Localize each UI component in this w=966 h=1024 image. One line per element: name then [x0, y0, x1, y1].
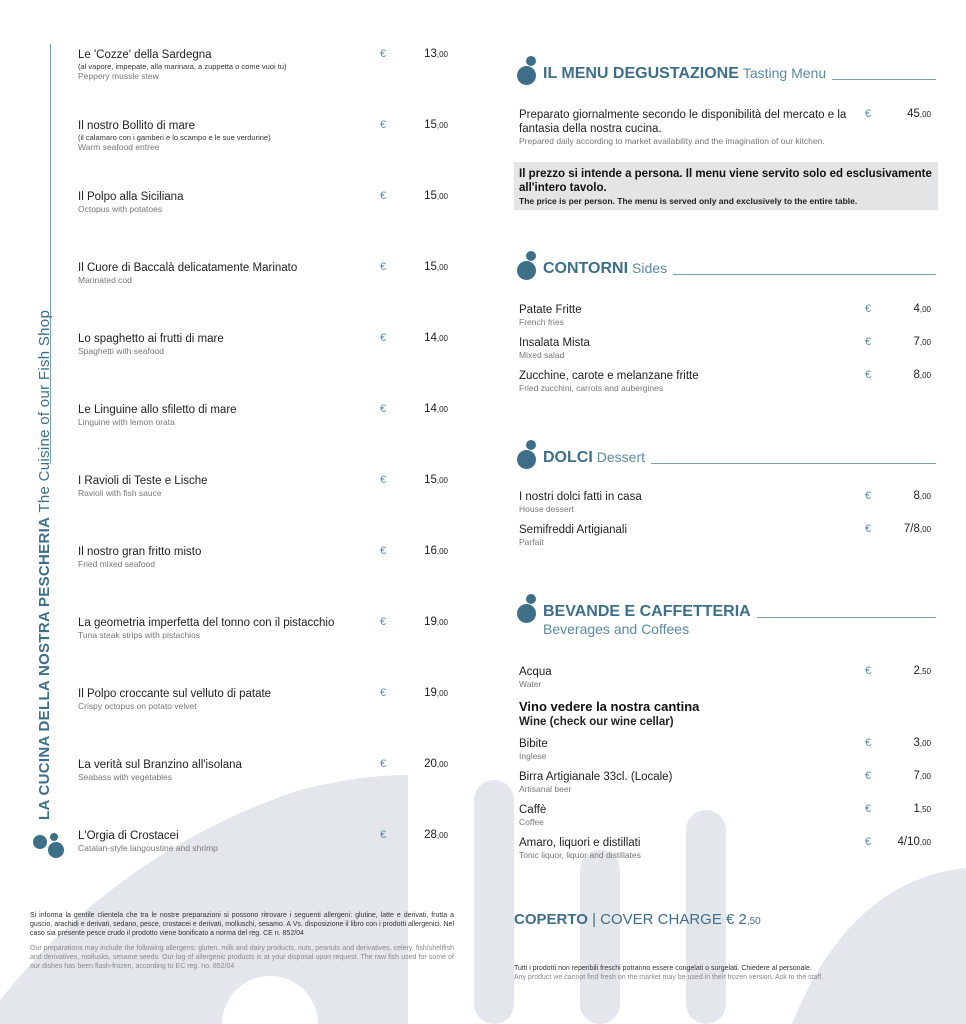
note-italian: Il prezzo si intende a persona. Il menu viene servito solo ed esclusivamente all'intero tavolo. — [519, 168, 932, 194]
frozen-products-note — [514, 964, 914, 982]
item-name: L'Orgia di Crostacei — [78, 830, 179, 842]
side-title — [36, 310, 53, 820]
item-price: 45,00 — [907, 108, 931, 120]
item-name: Acqua — [519, 666, 552, 678]
currency-symbol: € — [380, 545, 387, 557]
menu-item — [519, 770, 934, 795]
item-name: La geometria imperfetta del tonno con il pistacchio — [78, 617, 335, 629]
cover-charge: COPERTO | COVER CHARGE € 2,50 — [514, 911, 761, 928]
currency-symbol: € — [380, 190, 387, 202]
frozen-note-italian: Tutti i prodotti non reperibili freschi potranno essere congelati o surgelati. Chiedere al personale. — [514, 965, 812, 972]
bubble-dots-icon — [516, 56, 540, 84]
item-english: Mixed salad — [519, 350, 565, 360]
item-name: Amaro, liquori e distillati — [519, 837, 641, 849]
item-price: 20,00 — [424, 758, 448, 770]
menu-item — [78, 687, 458, 712]
item-english: Parfait — [519, 537, 544, 547]
menu-item — [519, 336, 934, 361]
item-name: Insalata Mista — [519, 337, 590, 349]
item-name: Zucchine, carote e melanzane fritte — [519, 370, 699, 382]
item-english: Seabass with vegetables — [78, 772, 173, 782]
item-english: House dessert — [519, 504, 574, 514]
item-price: 14,00 — [424, 332, 448, 344]
allergen-note-english: Our preparations may include the following allergens: gluten, milk and dairy products, nuts, peanuts and derivatives, celery, fish/shellfish and derivatives, mollusks, sesame seeds. Our log of allergenic products is at your disposal upon request. The raw fish used for some of our dishes has been flash-frozen, according to EC reg. no. 852/04 — [30, 945, 454, 970]
menu-item — [519, 523, 934, 548]
section-subtitle: Beverages and Coffees — [543, 621, 690, 637]
item-english: Peppery mussle stew — [78, 71, 159, 81]
wine-italian: Vino vedere la nostra cantina — [519, 699, 700, 714]
item-price: 15,00 — [424, 119, 448, 131]
item-english: Prepared daily according to market availability and the imagination of our kitchen. — [519, 136, 825, 146]
menu-item — [78, 829, 458, 854]
menu-item — [78, 403, 458, 428]
item-price: 8,00 — [913, 490, 931, 502]
section-title: IL MENU DEGUSTAZIONE Tasting Menu — [543, 65, 827, 82]
item-english: Octopus with potatoes — [78, 204, 163, 214]
item-english: Tonic liquor, liquor and distillates — [519, 850, 641, 860]
item-price: 14,00 — [424, 403, 448, 415]
currency-symbol: € — [380, 332, 387, 344]
item-name: Le 'Cozze' della Sardegna — [78, 49, 212, 61]
currency-symbol: € — [380, 119, 387, 131]
item-english: Fried zucchini, carrots and aubergines — [519, 383, 664, 393]
item-price: 8,00 — [913, 369, 931, 381]
item-name: Il Polpo croccante sul velluto di patate — [78, 688, 272, 700]
item-price: 19,00 — [424, 687, 448, 699]
item-note: (al vapore, impepate, alla marinara, a zuppetta o come vuoi tu) — [78, 62, 287, 71]
item-name: Patate Fritte — [519, 304, 582, 316]
currency-symbol: € — [380, 403, 387, 415]
menu-item — [519, 369, 934, 394]
menu-item — [78, 190, 458, 215]
item-english: Spaghetti with seafood — [78, 346, 165, 356]
currency-symbol: € — [865, 108, 872, 120]
section-title: BEVANDE E CAFFETTERIA — [543, 603, 751, 620]
item-english: Coffee — [519, 817, 544, 827]
item-price: 4,00 — [913, 303, 931, 315]
side-title-bold: LA CUCINA DELLA NOSTRA PESCHERIA — [36, 516, 53, 820]
menu-item — [78, 48, 458, 82]
currency-symbol: € — [380, 687, 387, 699]
item-name: Caffè — [519, 804, 547, 816]
item-name: Birra Artigianale 33cl. (Locale) — [519, 771, 673, 783]
item-english: Marinated cod — [78, 275, 132, 285]
side-title-thin: The Cuisine of our Fish Shop — [36, 309, 53, 513]
currency-symbol: € — [380, 48, 387, 60]
section-rule — [673, 274, 936, 275]
item-name: Le Linguine allo sfiletto di mare — [78, 404, 237, 416]
item-english: Linguine with lemon orata — [78, 417, 175, 427]
menu-item — [519, 737, 934, 762]
item-english: Tuna steak strips with pistachios — [78, 630, 201, 640]
currency-symbol: € — [865, 803, 872, 815]
item-name: Preparato giornalmente secondo le disponibilità del mercato e la fantasia della nostra cucina. — [519, 109, 847, 135]
menu-item — [519, 108, 934, 147]
item-english: Crispy octopus on potato velvet — [78, 701, 197, 711]
currency-symbol: € — [865, 369, 872, 381]
tasting-menu-note — [514, 162, 938, 210]
item-name: La verità sul Branzino all'isolana — [78, 759, 242, 771]
item-name: I Ravioli di Teste e Lische — [78, 475, 208, 487]
item-name: I nostri dolci fatti in casa — [519, 491, 642, 503]
item-english: Catalan-style langoustine and shrimp — [78, 843, 218, 853]
item-price: 7/8,00 — [903, 523, 931, 535]
item-name: Bibite — [519, 738, 548, 750]
section-header-contorni — [516, 251, 936, 279]
item-price: 13,00 — [424, 48, 448, 60]
note-english: The price is per person. The menu is served only and exclusively to the entire table. — [519, 196, 858, 206]
section-rule — [651, 463, 936, 464]
menu-item — [78, 616, 458, 641]
menu-item — [519, 490, 934, 515]
menu-item — [78, 545, 458, 570]
section-rule — [832, 79, 936, 80]
menu-item — [78, 261, 458, 286]
item-price: 2,50 — [913, 665, 931, 677]
item-price: 15,00 — [424, 261, 448, 273]
item-price: 15,00 — [424, 190, 448, 202]
item-english: French fries — [519, 317, 564, 327]
item-price: 4/10,00 — [897, 836, 931, 848]
item-price: 1,50 — [913, 803, 931, 815]
bubble-dots-icon — [516, 440, 540, 468]
currency-symbol: € — [865, 737, 872, 749]
item-name: Lo spaghetto ai frutti di mare — [78, 333, 224, 345]
currency-symbol: € — [865, 770, 872, 782]
item-name: Il nostro gran fritto misto — [78, 546, 202, 558]
wine-english: Wine (check our wine cellar) — [519, 716, 674, 728]
item-price: 3,00 — [913, 737, 931, 749]
item-english: Artisanal beer — [519, 784, 572, 794]
currency-symbol: € — [380, 829, 387, 841]
item-english: Ravioli with fish sauce — [78, 488, 162, 498]
section-header-dolci — [516, 440, 936, 468]
currency-symbol: € — [380, 616, 387, 628]
currency-symbol: € — [865, 336, 872, 348]
wine-note — [519, 699, 699, 729]
item-price: 7,00 — [913, 770, 931, 782]
section-rule — [757, 617, 936, 618]
item-price: 7,00 — [913, 336, 931, 348]
frozen-note-english: Any product we cannot find fresh on the market may be used in their frozen version. Ask to the staff. — [514, 974, 824, 981]
section-header-bevande — [516, 594, 936, 622]
logo-dots-icon — [32, 832, 68, 858]
menu-item — [519, 803, 934, 828]
item-note: (il calamaro con i gamberi e lo scampo e le sue verdurine) — [78, 133, 271, 142]
bubble-dots-icon — [516, 251, 540, 279]
item-english: Water — [519, 679, 542, 689]
bubble-dots-icon — [516, 594, 540, 622]
menu-item — [519, 836, 934, 861]
currency-symbol: € — [865, 836, 872, 848]
item-name: Semifreddi Artigianali — [519, 524, 628, 536]
item-english: Warm seafood entree — [78, 142, 160, 152]
menu-item — [78, 332, 458, 357]
item-name: Il nostro Bollito di mare — [78, 120, 195, 132]
item-price: 28,00 — [424, 829, 448, 841]
allergen-note-italian: Si informa la gentile clientela che tra le nostre preparazioni si possono ritrovare i seguenti allergeni: glutine, latte e derivati, frutta a guscio, arachidi e derivati, sedano, pesce, crostacei e derivati, molluschi, sesamo. A Vs. disposizione il libro con i prodotti allergenici. Nel caso sia presente pesce crudo il prodotto viene bonificato a norma del reg. CE n. 852/04 — [30, 912, 454, 937]
currency-symbol: € — [380, 758, 387, 770]
menu-item — [78, 119, 458, 153]
menu-item — [519, 303, 934, 328]
item-name: Il Cuore di Baccalà delicatamente Marinato — [78, 262, 298, 274]
currency-symbol: € — [865, 665, 872, 677]
menu-item — [78, 474, 458, 499]
section-title: CONTORNI Sides — [543, 260, 668, 277]
section-header-degustazione — [516, 56, 936, 84]
item-english: Inglese — [519, 751, 547, 761]
menu-item — [519, 665, 934, 690]
currency-symbol: € — [865, 303, 872, 315]
item-name: Il Polpo alla Siciliana — [78, 191, 184, 203]
currency-symbol: € — [865, 523, 872, 535]
currency-symbol: € — [865, 490, 872, 502]
currency-symbol: € — [380, 261, 387, 273]
menu-item — [78, 758, 458, 783]
item-english: Fried mixed seafood — [78, 559, 156, 569]
allergen-note — [30, 911, 454, 971]
currency-symbol: € — [380, 474, 387, 486]
item-price: 16,00 — [424, 545, 448, 557]
section-title: DOLCI Dessert — [543, 449, 646, 466]
item-price: 15,00 — [424, 474, 448, 486]
item-price: 19,00 — [424, 616, 448, 628]
